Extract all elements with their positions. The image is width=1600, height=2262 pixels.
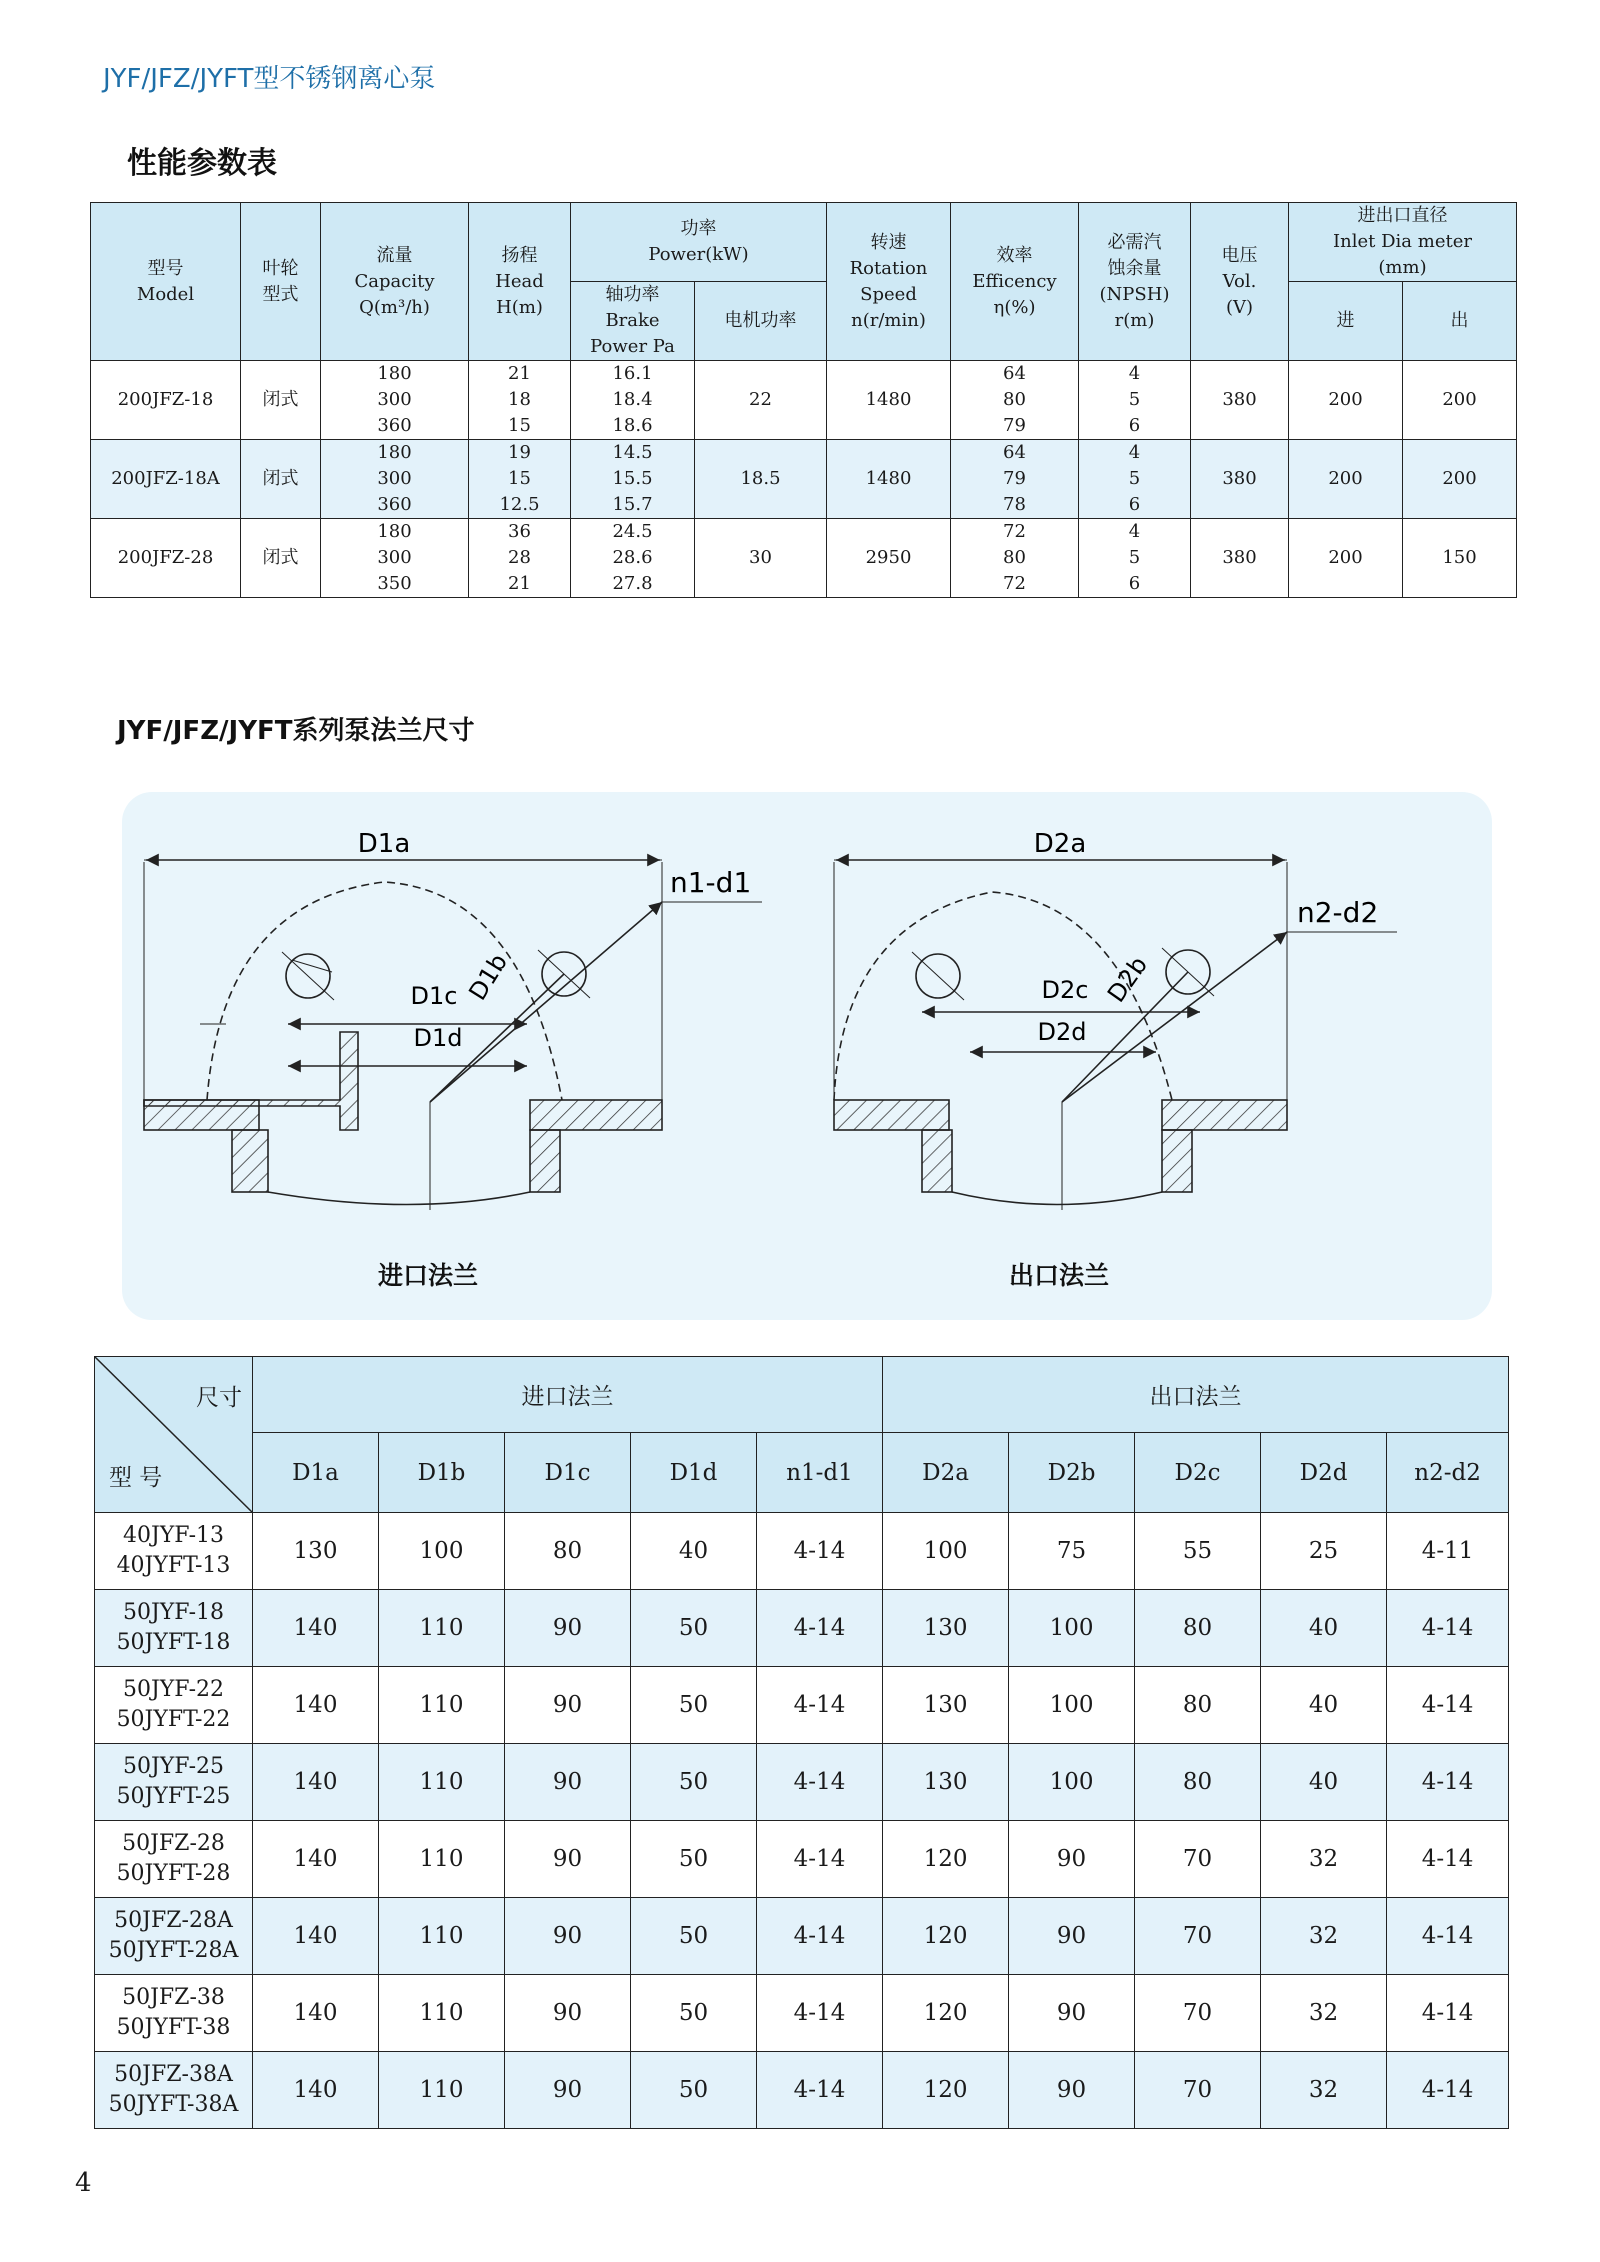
cell-value: 80 xyxy=(1135,1590,1261,1667)
cell-speed: 1480 xyxy=(827,440,951,519)
col-header: D1a xyxy=(253,1433,379,1513)
cell-value: 130 xyxy=(883,1667,1009,1744)
header-npsh: 必需汽 蚀余量 (NPSH) r(m) xyxy=(1079,203,1191,361)
col-header: n1-d1 xyxy=(757,1433,883,1513)
header-voltage: 电压 Vol. (V) xyxy=(1191,203,1289,361)
model-name: 50JYFT-25 xyxy=(116,1784,231,1809)
cell-motor-power: 22 xyxy=(695,361,827,440)
cell-value: 4-14 xyxy=(757,1821,883,1898)
cell-value: 130 xyxy=(253,1513,379,1590)
cell-model xyxy=(95,2052,253,2129)
cell-npsh: 4 5 6 xyxy=(1079,440,1191,519)
cell-outlet: 200 xyxy=(1403,440,1517,519)
header-diameter: 进出口直径 Inlet Dia meter (mm) xyxy=(1289,203,1517,282)
cell-efficiency: 72 80 72 xyxy=(951,519,1079,598)
cell-value: 50 xyxy=(631,2052,757,2129)
corner-label-model: 型 号 xyxy=(109,1465,163,1491)
cell-brake-power: 16.1 18.4 18.6 xyxy=(571,361,695,440)
cell-capacity: 180 300 360 xyxy=(321,361,469,440)
model-name: 50JYFT-22 xyxy=(116,1707,231,1732)
col-header: D2c xyxy=(1135,1433,1261,1513)
cell-value: 75 xyxy=(1009,1513,1135,1590)
cell-value: 4-14 xyxy=(757,1590,883,1667)
model-name: 50JYFT-18 xyxy=(116,1630,231,1655)
table-row xyxy=(95,2052,1509,2129)
label-outlet-holes: n2-d2 xyxy=(1297,896,1379,929)
cell-value: 50 xyxy=(631,1590,757,1667)
cell-motor-power: 18.5 xyxy=(695,440,827,519)
cell-value: 4-14 xyxy=(757,2052,883,2129)
table-row xyxy=(95,1590,1509,1667)
cell-value: 40 xyxy=(631,1513,757,1590)
cell-value: 120 xyxy=(883,1898,1009,1975)
cell-value: 90 xyxy=(505,1975,631,2052)
label-outlet-b: D2b xyxy=(1101,951,1154,1008)
model-name: 50JFZ-28 xyxy=(122,1831,225,1856)
header-motor-power: 电机功率 xyxy=(695,282,827,361)
cell-value: 100 xyxy=(883,1513,1009,1590)
cell-value: 40 xyxy=(1261,1744,1387,1821)
cell-value: 40 xyxy=(1261,1667,1387,1744)
cell-impeller: 闭式 xyxy=(241,440,321,519)
cell-value: 140 xyxy=(253,1821,379,1898)
cell-impeller: 闭式 xyxy=(241,519,321,598)
model-name: 50JYFT-28A xyxy=(108,1938,239,1963)
cell-value: 90 xyxy=(505,1590,631,1667)
header-impeller: 叶轮 型式 xyxy=(241,203,321,361)
cell-inlet: 200 xyxy=(1289,361,1403,440)
cell-value: 90 xyxy=(505,1744,631,1821)
cell-value: 80 xyxy=(505,1513,631,1590)
cell-voltage: 380 xyxy=(1191,361,1289,440)
cell-outlet: 150 xyxy=(1403,519,1517,598)
col-header: n2-d2 xyxy=(1387,1433,1509,1513)
page-number: 4 xyxy=(75,2168,92,2198)
cell-model: 200JFZ-18 xyxy=(91,361,241,440)
cell-model xyxy=(95,1898,253,1975)
cell-head: 36 28 21 xyxy=(469,519,571,598)
cell-model xyxy=(95,1744,253,1821)
model-name: 50JYFT-38A xyxy=(108,2092,239,2117)
table-row xyxy=(95,1898,1509,1975)
table-row xyxy=(91,440,1517,519)
cell-capacity: 180 300 360 xyxy=(321,440,469,519)
cell-model xyxy=(95,1975,253,2052)
cell-inlet: 200 xyxy=(1289,440,1403,519)
label-inlet-d: D1d xyxy=(413,1024,463,1052)
cell-inlet: 200 xyxy=(1289,519,1403,598)
col-header: D2d xyxy=(1261,1433,1387,1513)
cell-value: 32 xyxy=(1261,1975,1387,2052)
cell-value: 4-14 xyxy=(1387,2052,1509,2129)
cell-model xyxy=(95,1667,253,1744)
cell-impeller: 闭式 xyxy=(241,361,321,440)
cell-model xyxy=(95,1590,253,1667)
model-name: 50JFZ-38A xyxy=(114,2062,233,2087)
cell-value: 90 xyxy=(505,1898,631,1975)
cell-value: 4-14 xyxy=(1387,1667,1509,1744)
cell-value: 4-14 xyxy=(757,1513,883,1590)
cell-value: 140 xyxy=(253,1975,379,2052)
cell-value: 50 xyxy=(631,1667,757,1744)
cell-value: 50 xyxy=(631,1898,757,1975)
table-row xyxy=(91,361,1517,440)
cell-value: 25 xyxy=(1261,1513,1387,1590)
cell-value: 40 xyxy=(1261,1590,1387,1667)
col-header: D2a xyxy=(883,1433,1009,1513)
inlet-flange-caption: 进口法兰 xyxy=(378,1261,479,1290)
cell-brake-power: 14.5 15.5 15.7 xyxy=(571,440,695,519)
cell-value: 100 xyxy=(1009,1590,1135,1667)
table-row xyxy=(95,1513,1509,1590)
cell-value: 140 xyxy=(253,2052,379,2129)
label-inlet-b: D1b xyxy=(463,948,514,1006)
cell-model xyxy=(95,1821,253,1898)
cell-model xyxy=(95,1513,253,1590)
header-power: 功率 Power(kW) xyxy=(571,203,827,282)
model-name: 50JYFT-28 xyxy=(116,1861,231,1886)
cell-value: 110 xyxy=(379,1975,505,2052)
flange-diagram-panel xyxy=(122,792,1492,1320)
cell-value: 80 xyxy=(1135,1744,1261,1821)
col-header: D1b xyxy=(379,1433,505,1513)
model-name: 50JFZ-28A xyxy=(114,1908,233,1933)
cell-efficiency: 64 80 79 xyxy=(951,361,1079,440)
cell-value: 32 xyxy=(1261,2052,1387,2129)
corner-label-size: 尺寸 xyxy=(196,1385,242,1411)
label-inlet-a: D1a xyxy=(357,829,411,859)
cell-value: 4-14 xyxy=(1387,1590,1509,1667)
cell-value: 4-14 xyxy=(757,1898,883,1975)
cell-value: 140 xyxy=(253,1590,379,1667)
cell-value: 70 xyxy=(1135,1821,1261,1898)
cell-head: 21 18 15 xyxy=(469,361,571,440)
model-name: 50JYF-25 xyxy=(122,1754,225,1779)
flange-dimension-table xyxy=(94,1356,1509,2129)
header-head: 扬程 Head H(m) xyxy=(469,203,571,361)
cell-value: 130 xyxy=(883,1590,1009,1667)
outlet-flange-caption: 出口法兰 xyxy=(1009,1261,1110,1290)
cell-value: 90 xyxy=(505,1821,631,1898)
cell-value: 120 xyxy=(883,1821,1009,1898)
col-header: D1c xyxy=(505,1433,631,1513)
model-name: 50JYF-22 xyxy=(122,1677,225,1702)
cell-value: 110 xyxy=(379,1898,505,1975)
cell-value: 110 xyxy=(379,2052,505,2129)
document-header-title: JYF/JFZ/JYFT型不锈钢离心泵 xyxy=(103,64,436,94)
cell-value: 50 xyxy=(631,1975,757,2052)
table-row xyxy=(95,1821,1509,1898)
cell-value: 110 xyxy=(379,1667,505,1744)
cell-voltage: 380 xyxy=(1191,440,1289,519)
cell-value: 90 xyxy=(1009,2052,1135,2129)
label-outlet-c: D2c xyxy=(1041,976,1089,1004)
cell-value: 90 xyxy=(1009,1821,1135,1898)
model-name: 50JYFT-38 xyxy=(116,2015,231,2040)
cell-value: 90 xyxy=(505,2052,631,2129)
cell-value: 90 xyxy=(1009,1898,1135,1975)
cell-value: 55 xyxy=(1135,1513,1261,1590)
cell-value: 90 xyxy=(1009,1975,1135,2052)
cell-value: 4-14 xyxy=(1387,1744,1509,1821)
flange-section-title: JYF/JFZ/JYFT系列泵法兰尺寸 xyxy=(117,716,475,746)
cell-value: 4-14 xyxy=(757,1975,883,2052)
cell-value: 4-14 xyxy=(1387,1821,1509,1898)
cell-value: 100 xyxy=(379,1513,505,1590)
cell-value: 4-14 xyxy=(757,1744,883,1821)
cell-value: 140 xyxy=(253,1898,379,1975)
cell-voltage: 380 xyxy=(1191,519,1289,598)
label-outlet-a: D2a xyxy=(1033,829,1087,859)
cell-value: 100 xyxy=(1009,1744,1135,1821)
cell-npsh: 4 5 6 xyxy=(1079,361,1191,440)
table-row xyxy=(95,1975,1509,2052)
cell-value: 4-11 xyxy=(1387,1513,1509,1590)
corner-header-cell xyxy=(95,1357,253,1513)
cell-value: 50 xyxy=(631,1821,757,1898)
header-capacity: 流量 Capacity Q(m³/h) xyxy=(321,203,469,361)
cell-head: 19 15 12.5 xyxy=(469,440,571,519)
cell-value: 130 xyxy=(883,1744,1009,1821)
cell-value: 4-14 xyxy=(1387,1898,1509,1975)
col-header: D1d xyxy=(631,1433,757,1513)
cell-value: 70 xyxy=(1135,2052,1261,2129)
cell-value: 80 xyxy=(1135,1667,1261,1744)
group-header-outlet: 出口法兰 xyxy=(883,1357,1509,1433)
model-name: 40JYFT-13 xyxy=(116,1553,231,1578)
cell-outlet: 200 xyxy=(1403,361,1517,440)
cell-capacity: 180 300 350 xyxy=(321,519,469,598)
cell-brake-power: 24.5 28.6 27.8 xyxy=(571,519,695,598)
table-row xyxy=(91,519,1517,598)
cell-value: 140 xyxy=(253,1667,379,1744)
cell-value: 110 xyxy=(379,1821,505,1898)
col-header: D2b xyxy=(1009,1433,1135,1513)
model-name: 50JFZ-38 xyxy=(122,1985,225,2010)
cell-value: 50 xyxy=(631,1744,757,1821)
model-name: 40JYF-13 xyxy=(122,1523,225,1548)
cell-value: 110 xyxy=(379,1590,505,1667)
header-inlet: 进 xyxy=(1289,282,1403,361)
cell-speed: 2950 xyxy=(827,519,951,598)
table-row xyxy=(95,1667,1509,1744)
header-brake-power: 轴功率 Brake Power Pa xyxy=(571,282,695,361)
cell-value: 4-14 xyxy=(1387,1975,1509,2052)
table-row xyxy=(95,1744,1509,1821)
flange-diagram xyxy=(122,792,1492,1320)
performance-table xyxy=(90,202,1517,598)
cell-value: 100 xyxy=(1009,1667,1135,1744)
group-header-inlet: 进口法兰 xyxy=(253,1357,883,1433)
cell-value: 140 xyxy=(253,1744,379,1821)
label-inlet-c: D1c xyxy=(410,982,458,1010)
cell-efficiency: 64 79 78 xyxy=(951,440,1079,519)
model-name: 50JYF-18 xyxy=(122,1600,225,1625)
cell-motor-power: 30 xyxy=(695,519,827,598)
cell-value: 120 xyxy=(883,2052,1009,2129)
cell-value: 4-14 xyxy=(757,1667,883,1744)
cell-model: 200JFZ-18A xyxy=(91,440,241,519)
cell-speed: 1480 xyxy=(827,361,951,440)
header-efficiency: 效率 Efficency η(%) xyxy=(951,203,1079,361)
label-inlet-holes: n1-d1 xyxy=(670,866,752,899)
header-outlet: 出 xyxy=(1403,282,1517,361)
cell-npsh: 4 5 6 xyxy=(1079,519,1191,598)
label-outlet-d: D2d xyxy=(1037,1018,1087,1046)
cell-model: 200JFZ-28 xyxy=(91,519,241,598)
cell-value: 32 xyxy=(1261,1898,1387,1975)
cell-value: 70 xyxy=(1135,1975,1261,2052)
header-speed: 转速 Rotation Speed n(r/min) xyxy=(827,203,951,361)
cell-value: 32 xyxy=(1261,1821,1387,1898)
cell-value: 90 xyxy=(505,1667,631,1744)
performance-table-title: 性能参数表 xyxy=(127,146,277,181)
header-model: 型号 Model xyxy=(91,203,241,361)
cell-value: 110 xyxy=(379,1744,505,1821)
cell-value: 120 xyxy=(883,1975,1009,2052)
cell-value: 70 xyxy=(1135,1898,1261,1975)
